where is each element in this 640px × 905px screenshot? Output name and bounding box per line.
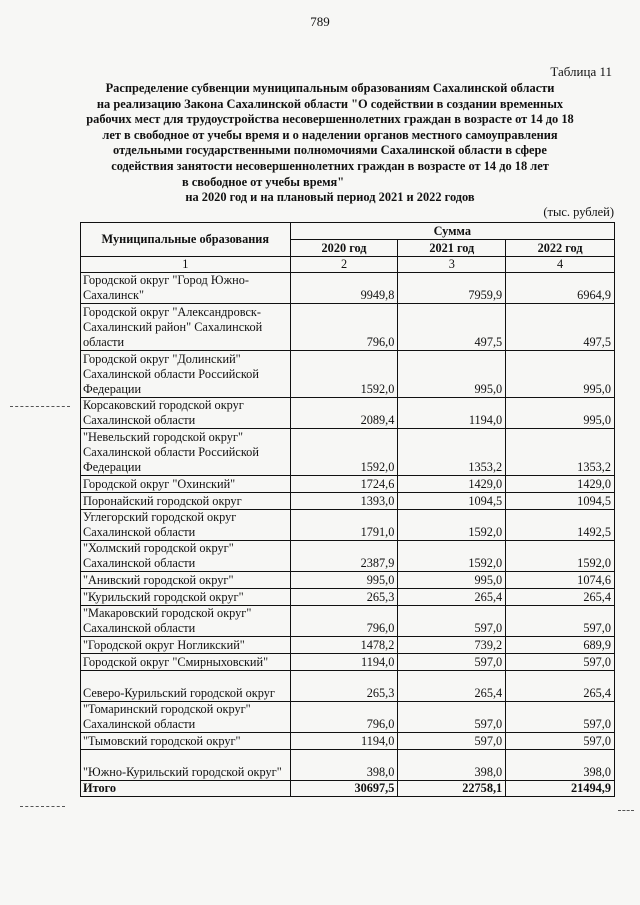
table-row [81,493,615,510]
table-row [81,702,615,733]
title-line: рабочих мест для трудоустройства несовершеннолетних граждан в возрасте от 14 до 18 [86,112,574,127]
value-2020: 265,3 [290,671,398,702]
value-2020: 2387,9 [290,541,398,572]
value-2020: 1194,0 [290,654,398,671]
table-label: Таблица 11 [550,64,612,79]
scan-mark [20,806,65,807]
header-sum: Сумма [290,223,614,240]
municipality-name: Городской округ "Город Южно-Сахалинск" [81,273,291,304]
total-2021: 22758,1 [398,781,506,797]
table-row [81,541,615,572]
value-2020: 1592,0 [290,429,398,476]
index-cell: 2 [290,257,398,273]
municipality-name: "Томаринский городской округ" Сахалинской области [81,702,291,733]
title-line: в свободное от учебы время" [182,174,345,189]
title-line: на 2020 год и на плановый период 2021 и 2022 годов [185,190,475,205]
value-2021: 1592,0 [398,541,506,572]
table-row [81,429,615,476]
total-label: Итого [81,781,291,797]
index-cell: 3 [398,257,506,273]
index-row [81,257,615,273]
table-row [81,637,615,654]
value-2021: 1592,0 [398,510,506,541]
value-2021: 265,4 [398,589,506,606]
value-2020: 796,0 [290,702,398,733]
value-2021: 1194,0 [398,398,506,429]
scan-mark [618,810,634,811]
table-row [81,750,615,781]
value-2020: 2089,4 [290,398,398,429]
scan-mark [10,406,70,407]
value-2020: 1194,0 [290,733,398,750]
units-label: (тыс. рублей) [543,205,614,219]
total-2022: 21494,9 [506,781,615,797]
value-2021: 995,0 [398,572,506,589]
header-year-2020: 2020 год [290,240,398,257]
value-2021: 597,0 [398,654,506,671]
municipality-name: Углегорский городской округ Сахалинской области [81,510,291,541]
title-line: Распределение субвенции муниципальным образованиям Сахалинской области [105,81,555,95]
value-2022: 995,0 [506,398,615,429]
value-2022: 1592,0 [506,541,615,572]
header-municipality: Муниципальные образования [81,223,291,257]
value-2021: 7959,9 [398,273,506,304]
value-2020: 398,0 [290,750,398,781]
value-2021: 398,0 [398,750,506,781]
value-2022: 1353,2 [506,429,615,476]
table-row [81,476,615,493]
title-line: лет в свободное от учебы время и о наделении органов местного самоуправления [102,127,558,142]
value-2022: 1429,0 [506,476,615,493]
value-2020: 796,0 [290,606,398,637]
table-row [81,654,615,671]
index-cell: 4 [506,257,615,273]
value-2022: 1074,6 [506,572,615,589]
municipality-name: Городской округ "Охинский" [81,476,291,493]
title-line: на реализацию Закона Сахалинской области "О содействии в создании временных [96,96,564,111]
value-2022: 597,0 [506,606,615,637]
table-row [81,572,615,589]
title-line: содействия занятости несовершеннолетних граждан в возрасте от 14 до 18 лет [111,158,549,173]
value-2020: 1592,0 [290,351,398,398]
value-2022: 398,0 [506,750,615,781]
value-2020: 265,3 [290,589,398,606]
value-2021: 597,0 [398,702,506,733]
value-2020: 995,0 [290,572,398,589]
value-2022: 497,5 [506,304,615,351]
document-title [70,81,590,206]
table-row [81,273,615,304]
municipality-name: "Невельский городской округ" Сахалинской области Российской Федерации [81,429,291,476]
municipality-name: Городской округ "Александровск-Сахалинский район" Сахалинской области [81,304,291,351]
value-2021: 1094,5 [398,493,506,510]
value-2022: 265,4 [506,589,615,606]
municipality-name: Северо-Курильский городской округ [81,671,291,702]
municipality-name: "Холмский городской округ" Сахалинской области [81,541,291,572]
municipality-name: "Макаровский городской округ" Сахалинской области [81,606,291,637]
municipality-name: Корсаковский городской округ Сахалинской области [81,398,291,429]
table-row [81,606,615,637]
municipality-name: Городской округ "Долинский" Сахалинской области Российской Федерации [81,351,291,398]
table-row [81,398,615,429]
table-row [81,733,615,750]
table-row [81,351,615,398]
value-2020: 1724,6 [290,476,398,493]
municipality-name: "Тымовский городской округ" [81,733,291,750]
index-cell: 1 [81,257,291,273]
value-2021: 597,0 [398,606,506,637]
value-2021: 497,5 [398,304,506,351]
value-2022: 6964,9 [506,273,615,304]
table-row [81,589,615,606]
value-2020: 1478,2 [290,637,398,654]
municipality-name: "Анивский городской округ" [81,572,291,589]
municipality-name: "Южно-Курильский городской округ" [81,750,291,781]
municipality-name: "Городской округ Ногликский" [81,637,291,654]
municipality-name: Поронайский городской округ [81,493,291,510]
value-2022: 1492,5 [506,510,615,541]
value-2020: 9949,8 [290,273,398,304]
table-row [81,671,615,702]
subvention-table [80,222,615,797]
table-row [81,510,615,541]
value-2021: 1353,2 [398,429,506,476]
value-2020: 1393,0 [290,493,398,510]
header-year-2021: 2021 год [398,240,506,257]
total-2020: 30697,5 [290,781,398,797]
value-2021: 739,2 [398,637,506,654]
title-line: отдельными государственными полномочиями Сахалинской области в сфере [113,143,547,158]
value-2022: 597,0 [506,654,615,671]
header-row [81,223,615,240]
page-number: 789 [310,14,330,29]
value-2021: 265,4 [398,671,506,702]
value-2021: 995,0 [398,351,506,398]
value-2022: 995,0 [506,351,615,398]
value-2022: 1094,5 [506,493,615,510]
table-row [81,304,615,351]
value-2020: 796,0 [290,304,398,351]
value-2022: 597,0 [506,702,615,733]
value-2022: 689,9 [506,637,615,654]
value-2021: 597,0 [398,733,506,750]
value-2022: 597,0 [506,733,615,750]
municipality-name: "Курильский городской округ" [81,589,291,606]
value-2021: 1429,0 [398,476,506,493]
header-year-2022: 2022 год [506,240,615,257]
municipality-name: Городской округ "Смирныховский" [81,654,291,671]
value-2022: 265,4 [506,671,615,702]
total-row [81,781,615,797]
value-2020: 1791,0 [290,510,398,541]
